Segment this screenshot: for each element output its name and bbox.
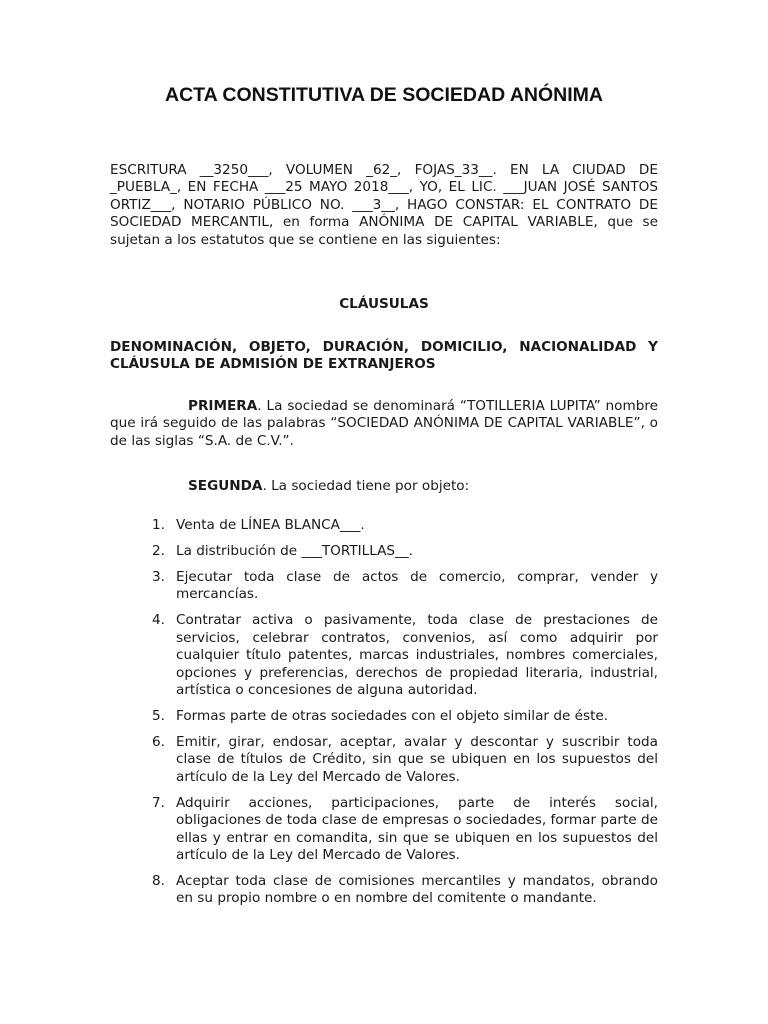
clause-segunda-text: . La sociedad tiene por objeto:	[262, 478, 470, 494]
list-item-number: 3.	[152, 569, 165, 585]
list-item-number: 2.	[152, 543, 165, 559]
list-item	[110, 569, 658, 604]
list-item	[110, 517, 658, 534]
list-item	[110, 612, 658, 699]
list-item-number: 5.	[152, 708, 165, 725]
list-item-text: Aceptar toda clase de comisiones mercantiles y mandatos, obrando en su propio nombre o en nombre del comitente o mandante.	[176, 873, 658, 907]
clausulas-heading: CLÁUSULAS	[339, 296, 429, 312]
list-item-number: 6.	[152, 734, 165, 751]
clause-primera-lead: PRIMERA	[188, 398, 258, 414]
list-item-text: Adquirir acciones, participaciones, parte de interés social, obligaciones de toda clase de empresas o sociedades, formar parte de ellas y entrar en comandita, sin que se ubiquen en los supuestos del artículo de la Ley del Mercado de Valores.	[176, 794, 658, 864]
intro-paragraph: ESCRITURA __3250___, VOLUMEN _62_, FOJAS_33__. EN LA CIUDAD DE _PUEBLA_, EN FECHA ___25 MAYO 2018___, YO, EL LIC. ___JUAN JOSÉ SANTOS ORTIZ___, NOTARIO PÚBLICO NO. ___3__, HAGO CONSTAR: EL CONTRATO DE SOCIEDAD MERCANTIL, en forma ANÓNIMA DE CAPITAL VARIABLE, que se sujetan a los estatutos que se contiene en las siguientes:	[110, 162, 658, 248]
list-item-number: 8.	[152, 873, 165, 890]
document-title: ACTA CONSTITUTIVA DE SOCIEDAD ANÓNIMA	[164, 84, 604, 106]
list-item-text: Formas parte de otras sociedades con el objeto similar de éste.	[176, 708, 609, 725]
clause-segunda	[110, 478, 658, 495]
clause-segunda-lead: SEGUNDA	[188, 478, 263, 494]
list-item	[110, 734, 658, 786]
list-item	[110, 873, 658, 908]
list-item	[110, 795, 658, 865]
list-item-number: 7.	[152, 794, 165, 811]
list-item-text: Emitir, girar, endosar, aceptar, avalar y descontar y suscribir toda clase de títulos de Crédito, sin que se ubiquen en los supuestos del artículo de la Ley del Mercado de Valores.	[176, 734, 658, 785]
list-item-number: 1.	[152, 517, 165, 533]
objects-list	[110, 517, 658, 916]
list-item-text: Ejecutar toda clase de actos de comercio, comprar, vender y mercancías.	[176, 569, 658, 603]
list-item-text: Venta de LÍNEA BLANCA___.	[176, 517, 365, 533]
list-item	[110, 543, 658, 560]
clause-primera-text: . La sociedad se denominará “TOTILLERIA LUPITA” nombre que irá seguido de las palabras “SOCIEDAD ANÓNIMA DE CAPITAL VARIABLE”, o de las siglas “S.A. de C.V.”.	[110, 398, 658, 449]
list-item-text: Contratar activa o pasivamente, toda clase de prestaciones de servicios, celebrar contratos, convenios, así como adquirir por cualquier título patentes, marcas industriales, nombres comerciales, opciones y preferencias, derechos de propiedad literaria, industrial, artística o concesiones de alguna autoridad.	[176, 612, 658, 699]
list-item-text: La distribución de ___TORTILLAS__.	[176, 543, 413, 559]
list-item-number: 4.	[152, 612, 165, 629]
list-item	[110, 708, 658, 725]
section-heading: DENOMINACIÓN, OBJETO, DURACIÓN, DOMICILIO, NACIONALIDAD Y CLÁUSULA DE ADMISIÓN DE EXTRANJEROS	[110, 339, 658, 373]
clause-primera	[110, 398, 658, 450]
